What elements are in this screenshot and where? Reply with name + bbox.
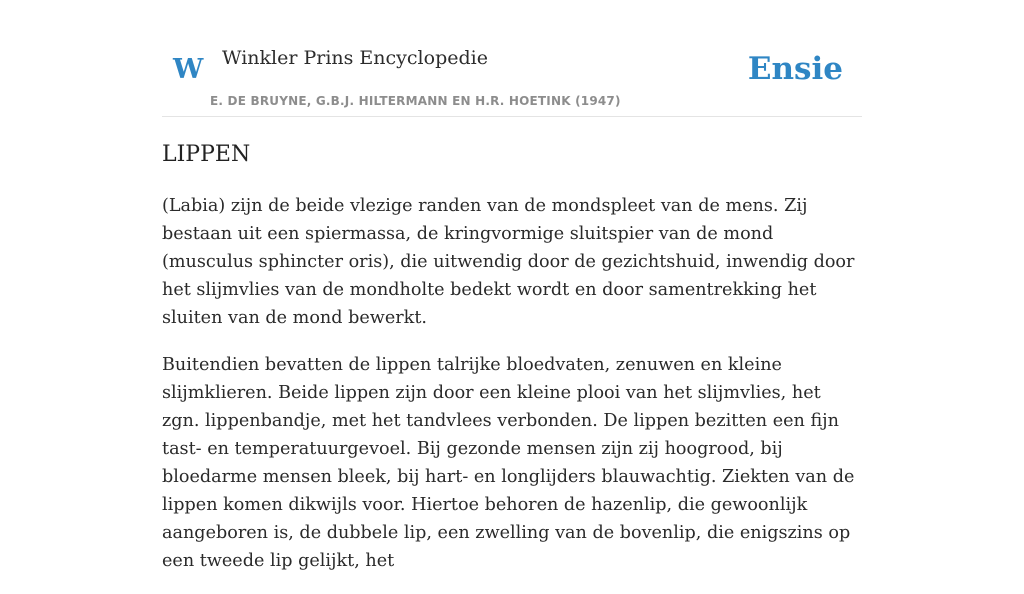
winkler-prins-logo[interactable]: W (173, 54, 204, 85)
entry-paragraph: (Labia) zijn de beide vlezige randen van de mondspleet van de mens. Zij bestaan uit een spiermassa, de kringvormige sluitspier van de mond (musculus sphincter oris), die uitwendig door de gezichtshuid, inwendig door het slijmvlies van de mondholte bedekt wordt en door samentrekking het sluiten van de mond bewerkt. (162, 196, 855, 328)
source-authors: E. DE BRUYNE, G.B.J. HILTERMANN EN H.R. HOETINK (1947) (210, 94, 621, 108)
entry-body (162, 192, 862, 594)
ensie-logo[interactable]: Ensie (747, 51, 843, 87)
source-title[interactable]: Winkler Prins Encyclopedie (222, 47, 488, 69)
source-header (162, 0, 862, 117)
entry-paragraph: Buitendien bevatten de lippen talrijke bloedvaten, zenuwen en kleine slijmklieren. Beide lippen zijn door een kleine plooi van het slijmvlies, het zgn. lippenbandje, met het tandvlees verbonden. De lippen bezitten een fijn tast- en temperatuurgevoel. Bij gezonde mensen zijn zij hoogrood, bij bloedarme mensen bleek, bij hart- en longlijders blauwachtig. Ziekten van de lippen komen dikwijls voor. Hiertoe behoren de hazenlip, die gewoonlijk aangeboren is, de dubbele lip, een zwelling van de bovenlip, die enigszins op een tweede lip gelijkt, het (162, 355, 855, 571)
entry-title: LIPPEN (162, 142, 251, 167)
